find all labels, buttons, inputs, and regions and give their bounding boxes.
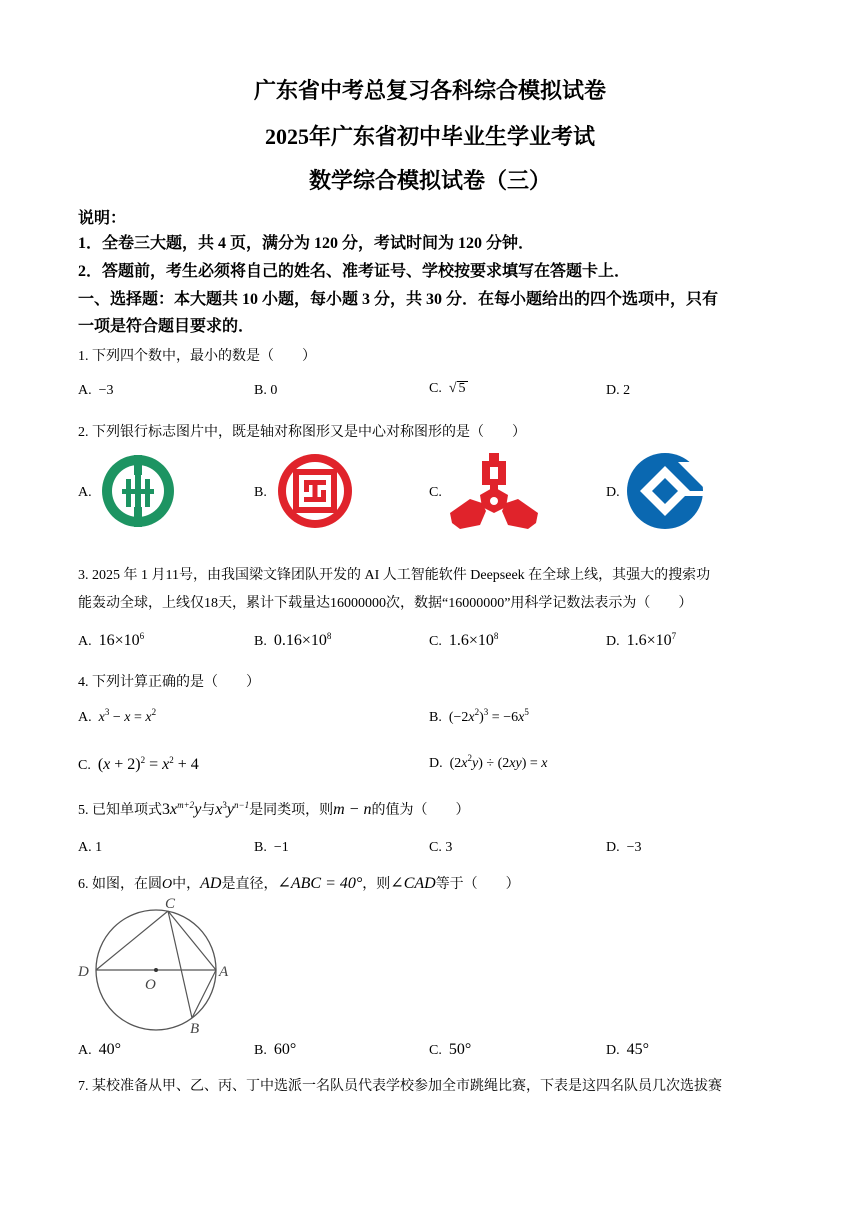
circle-geometry-figure [74,894,234,1036]
question-4-option-a: A. $x^3 - x = x^2$ [78,707,157,725]
question-5-option-b: B. −1 [254,840,289,855]
question-5-option-d: D. −3 [606,840,642,855]
instruction-item-1: 1．全卷三大题，共 4 页，满分为 120 分，考试时间为 120 分钟． [78,235,535,252]
question-6-option-c: C. 50° [429,1041,472,1058]
agricultural-bank-logo-icon [100,453,176,529]
question-5-option-c: C. 3 [429,840,453,855]
point-label-c: C [165,896,176,912]
question-5-stem: 5. 已知单项式$3x^{m+2}y$与$x^3y^{n-1}$是同类项，则m − n的值为（ ） [78,800,470,818]
paper-title: 数学综合模拟试卷（三） [308,168,551,193]
exam-name-title: 2025年广东省初中毕业生学业考试 [264,124,595,149]
question-3-stem-line2: 能轰动全球，上线仅18天，累计下载量达16000000次，数据“16000000”用科学记数法表示为（ ） [78,596,693,611]
question-6-option-a: A. 40° [78,1041,122,1058]
question-4-option-c: C. $(x + 2)^2 = x^2 + 4$ [78,755,199,773]
question-2-option-b-label: B. [254,485,267,500]
section-heading-line1: 一、选择题：本大题共 10 小题，每小题 3 分，共 30 分．在每小题给出的四个选项中，只有 [78,291,719,308]
icbc-logo-icon [276,452,354,530]
question-6-option-d: D. 45° [606,1041,650,1058]
question-1-option-d: D. 2 [606,383,631,398]
question-7-stem: 7. 某校准备从甲、乙、丙、丁中选派一名队员代表学校参加全市跳绳比赛，下表是这四名队员几次选拔赛 [78,1079,722,1094]
section-heading-line2: 一项是符合题目要求的． [78,318,255,335]
question-2-option-d-label: D. [606,485,620,500]
instructions-heading: 说明： [78,210,127,227]
question-3-option-a: A. $16\times 10^6$ [78,631,145,649]
exam-series-title: 广东省中考总复习各科综合模拟试卷 [253,78,606,103]
point-label-d: D [78,964,89,980]
question-6-stem: 6. 如图，在圆O中，AD是直径，∠ABC = 40°，则∠CAD等于（ ） [78,875,520,892]
question-5-option-a: A. 1 [78,840,103,855]
question-3-stem-line1: 3. 2025 年 1 月11号，由我国梁文锋团队开发的 AI 人工智能软件 Deepseek 在全球上线，其强大的搜索功 [78,568,711,583]
question-3-option-c: C. $1.6\times 10^8$ [429,631,499,649]
point-label-o: O [145,977,156,993]
question-3-option-d: D. $1.6\times 10^7$ [606,631,677,649]
question-1-option-c: C. √ 5 [429,381,466,396]
instruction-item-2: 2．答题前，考生必须将自己的姓名、准考证号、学校按要求填写在答题卡上． [78,263,631,280]
sqrt-value: 5 [458,381,466,396]
question-1-option-b: B. 0 [254,383,278,398]
red-bank-logo-icon [450,453,538,529]
question-3-option-b: B. $0.16\times 10^8$ [254,631,332,649]
question-4-option-d: D. $(2x^2y) \div (2xy) = x$ [429,753,548,771]
point-label-b: B [190,1021,200,1036]
question-2-stem: 2. 下列银行标志图片中，既是轴对称图形又是中心对称图形的是（ ） [78,425,526,440]
question-2-option-a-label: A. [78,485,92,500]
question-1-stem: 1. 下列四个数中，最小的数是（ ） [78,349,316,364]
question-1-option-a: A. −3 [78,383,114,398]
point-label-a: A [219,964,229,980]
question-4-stem: 4. 下列计算正确的是（ ） [78,675,260,690]
question-2-option-c-label: C. [429,485,442,500]
construction-bank-logo-icon [626,452,706,530]
question-6-option-b: B. 60° [254,1041,297,1058]
question-4-option-b: B. $(-2x^2)^3 = -6x^5$ [429,707,529,725]
